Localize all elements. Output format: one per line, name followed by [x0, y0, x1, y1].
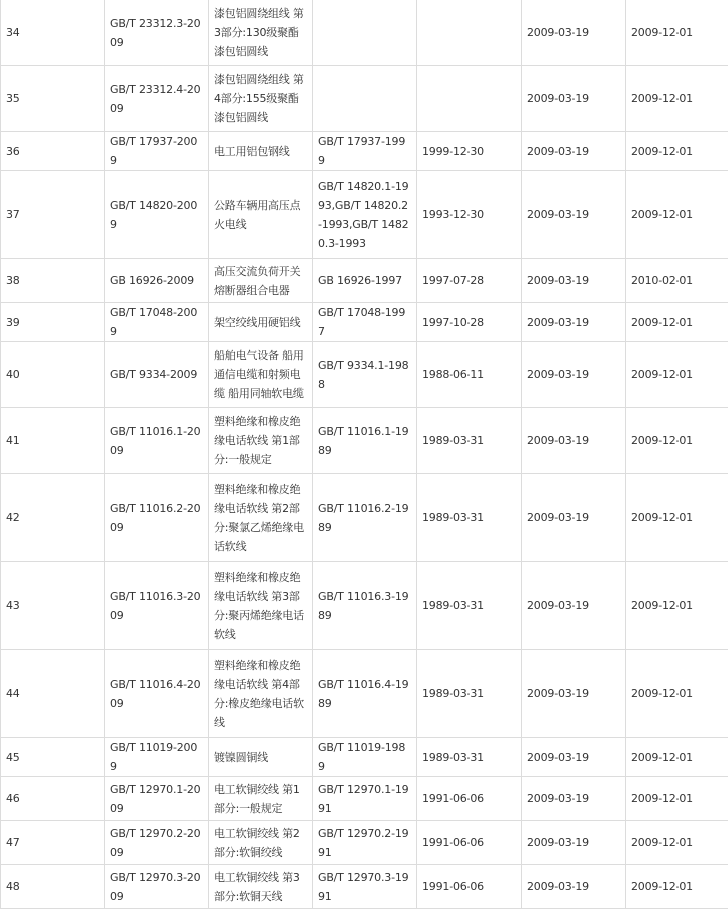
implementation-date-cell: 2009-12-01 [626, 342, 728, 408]
implementation-date-cell: 2009-12-01 [626, 171, 728, 259]
issue-date-cell: 2009-03-19 [522, 408, 626, 474]
replaced-standard-date-cell: 1989-03-31 [417, 738, 522, 777]
issue-date-cell: 2009-03-19 [522, 821, 626, 865]
replaced-standard-date-cell: 1999-12-30 [417, 132, 522, 171]
replaced-standard-cell: GB/T 14820.1-1993,GB/T 14820.2-1993,GB/T 14820.3-1993 [313, 171, 417, 259]
replaced-standard-cell: GB/T 11016.3-1989 [313, 562, 417, 650]
standard-code-cell: GB/T 11019-2009 [105, 738, 209, 777]
replaced-standard-date-cell [417, 66, 522, 132]
replaced-standard-date-cell: 1989-03-31 [417, 562, 522, 650]
standard-name-cell: 塑料绝缘和橡皮绝缘电话软线 第3部分:聚丙烯绝缘电话软线 [209, 562, 313, 650]
standard-name-cell: 漆包铝圆绕组线 第3部分:130级聚酯漆包铝圆线 [209, 0, 313, 66]
row-number-cell: 34 [1, 0, 105, 66]
replaced-standard-date-cell: 1997-07-28 [417, 259, 522, 303]
implementation-date-cell: 2009-12-01 [626, 865, 728, 909]
issue-date-cell: 2009-03-19 [522, 738, 626, 777]
replaced-standard-cell: GB/T 9334.1-1988 [313, 342, 417, 408]
implementation-date-cell: 2009-12-01 [626, 303, 728, 342]
replaced-standard-cell: GB/T 11016.2-1989 [313, 474, 417, 562]
standard-code-cell: GB/T 9334-2009 [105, 342, 209, 408]
issue-date-cell: 2009-03-19 [522, 777, 626, 821]
row-number-cell: 35 [1, 66, 105, 132]
row-number-cell: 48 [1, 865, 105, 909]
implementation-date-cell: 2009-12-01 [626, 132, 728, 171]
table-row [1, 342, 728, 408]
issue-date-cell: 2009-03-19 [522, 342, 626, 408]
replaced-standard-cell: GB/T 12970.1-1991 [313, 777, 417, 821]
row-number-cell: 44 [1, 650, 105, 738]
implementation-date-cell: 2009-12-01 [626, 66, 728, 132]
table-row [1, 562, 728, 650]
implementation-date-cell: 2009-12-01 [626, 474, 728, 562]
implementation-date-cell: 2009-12-01 [626, 650, 728, 738]
replaced-standard-date-cell: 1989-03-31 [417, 650, 522, 738]
replaced-standard-date-cell: 1988-06-11 [417, 342, 522, 408]
table-row [1, 171, 728, 259]
standard-name-cell: 电工用铝包钢线 [209, 132, 313, 171]
table-row [1, 738, 728, 777]
table-row [1, 865, 728, 909]
standard-code-cell: GB/T 11016.2-2009 [105, 474, 209, 562]
standards-table-body [1, 0, 728, 909]
replaced-standard-cell: GB/T 17048-1997 [313, 303, 417, 342]
table-row [1, 259, 728, 303]
row-number-cell: 41 [1, 408, 105, 474]
row-number-cell: 38 [1, 259, 105, 303]
issue-date-cell: 2009-03-19 [522, 259, 626, 303]
implementation-date-cell: 2009-12-01 [626, 821, 728, 865]
standard-name-cell: 塑料绝缘和橡皮绝缘电话软线 第4部分:橡皮绝缘电话软线 [209, 650, 313, 738]
table-row [1, 303, 728, 342]
table-row [1, 408, 728, 474]
row-number-cell: 40 [1, 342, 105, 408]
standard-code-cell: GB/T 11016.3-2009 [105, 562, 209, 650]
standard-code-cell: GB/T 11016.4-2009 [105, 650, 209, 738]
standard-code-cell: GB 16926-2009 [105, 259, 209, 303]
row-number-cell: 39 [1, 303, 105, 342]
issue-date-cell: 2009-03-19 [522, 474, 626, 562]
standard-name-cell: 电工软铜绞线 第1部分:一般规定 [209, 777, 313, 821]
standard-name-cell: 塑料绝缘和橡皮绝缘电话软线 第1部分:一般规定 [209, 408, 313, 474]
standard-name-cell: 电工软铜绞线 第2部分:软铜绞线 [209, 821, 313, 865]
replaced-standard-cell: GB/T 11016.1-1989 [313, 408, 417, 474]
issue-date-cell: 2009-03-19 [522, 303, 626, 342]
implementation-date-cell: 2009-12-01 [626, 738, 728, 777]
row-number-cell: 43 [1, 562, 105, 650]
standard-code-cell: GB/T 17937-2009 [105, 132, 209, 171]
standard-code-cell: GB/T 12970.2-2009 [105, 821, 209, 865]
implementation-date-cell: 2009-12-01 [626, 408, 728, 474]
standard-code-cell: GB/T 11016.1-2009 [105, 408, 209, 474]
standard-name-cell: 塑料绝缘和橡皮绝缘电话软线 第2部分:聚氯乙烯绝缘电话软线 [209, 474, 313, 562]
replaced-standard-date-cell: 1991-06-06 [417, 821, 522, 865]
issue-date-cell: 2009-03-19 [522, 66, 626, 132]
standard-name-cell: 漆包铝圆绕组线 第4部分:155级聚酯漆包铝圆线 [209, 66, 313, 132]
issue-date-cell: 2009-03-19 [522, 0, 626, 66]
row-number-cell: 42 [1, 474, 105, 562]
replaced-standard-cell: GB/T 12970.2-1991 [313, 821, 417, 865]
standard-code-cell: GB/T 12970.1-2009 [105, 777, 209, 821]
replaced-standard-date-cell: 1991-06-06 [417, 865, 522, 909]
implementation-date-cell: 2009-12-01 [626, 562, 728, 650]
replaced-standard-cell: GB/T 17937-1999 [313, 132, 417, 171]
replaced-standard-date-cell: 1989-03-31 [417, 474, 522, 562]
replaced-standard-cell: GB/T 11019-1989 [313, 738, 417, 777]
standard-code-cell: GB/T 14820-2009 [105, 171, 209, 259]
standard-code-cell: GB/T 17048-2009 [105, 303, 209, 342]
standard-name-cell: 船舶电气设备 船用通信电缆和射频电缆 船用同轴软电缆 [209, 342, 313, 408]
implementation-date-cell: 2009-12-01 [626, 0, 728, 66]
replaced-standard-date-cell [417, 0, 522, 66]
table-row [1, 0, 728, 66]
replaced-standard-date-cell: 1997-10-28 [417, 303, 522, 342]
replaced-standard-cell [313, 66, 417, 132]
standard-name-cell: 镀镍圆铜线 [209, 738, 313, 777]
implementation-date-cell: 2010-02-01 [626, 259, 728, 303]
issue-date-cell: 2009-03-19 [522, 865, 626, 909]
row-number-cell: 37 [1, 171, 105, 259]
issue-date-cell: 2009-03-19 [522, 132, 626, 171]
replaced-standard-date-cell: 1993-12-30 [417, 171, 522, 259]
standard-name-cell: 电工软铜绞线 第3部分:软铜天线 [209, 865, 313, 909]
table-row [1, 66, 728, 132]
standard-name-cell: 公路车辆用高压点火电线 [209, 171, 313, 259]
table-row [1, 132, 728, 171]
row-number-cell: 36 [1, 132, 105, 171]
table-row [1, 777, 728, 821]
issue-date-cell: 2009-03-19 [522, 171, 626, 259]
row-number-cell: 47 [1, 821, 105, 865]
standard-code-cell: GB/T 23312.3-2009 [105, 0, 209, 66]
table-row [1, 474, 728, 562]
implementation-date-cell: 2009-12-01 [626, 777, 728, 821]
standard-name-cell: 架空绞线用硬铝线 [209, 303, 313, 342]
replaced-standard-cell [313, 0, 417, 66]
table-row [1, 650, 728, 738]
replaced-standard-cell: GB/T 12970.3-1991 [313, 865, 417, 909]
row-number-cell: 46 [1, 777, 105, 821]
standard-code-cell: GB/T 12970.3-2009 [105, 865, 209, 909]
table-row [1, 821, 728, 865]
row-number-cell: 45 [1, 738, 105, 777]
replaced-standard-date-cell: 1991-06-06 [417, 777, 522, 821]
issue-date-cell: 2009-03-19 [522, 650, 626, 738]
replaced-standard-cell: GB 16926-1997 [313, 259, 417, 303]
standard-code-cell: GB/T 23312.4-2009 [105, 66, 209, 132]
replaced-standard-cell: GB/T 11016.4-1989 [313, 650, 417, 738]
issue-date-cell: 2009-03-19 [522, 562, 626, 650]
standard-name-cell: 高压交流负荷开关熔断器组合电器 [209, 259, 313, 303]
replaced-standard-date-cell: 1989-03-31 [417, 408, 522, 474]
